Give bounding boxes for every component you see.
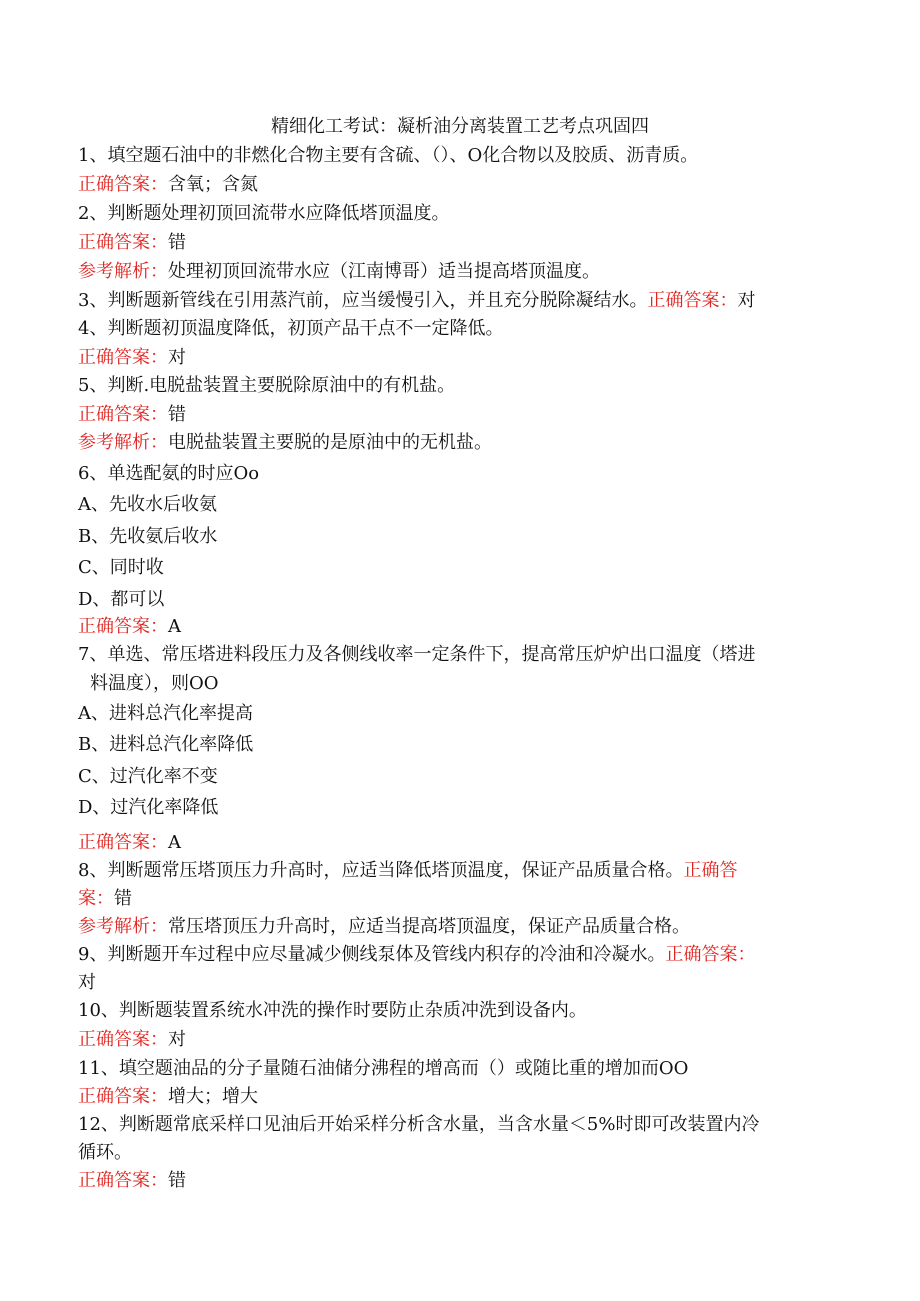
- answer-9: 对: [78, 972, 96, 993]
- question-11: 11、填空题油品的分子量随石油储分沸程的增高而（）或随比重的增加而OO: [78, 1058, 689, 1079]
- answer-5: 正确答案：错: [78, 404, 186, 425]
- explanation-8: 参考解析：常压塔顶压力升高时，应适当提高塔顶温度，保证产品质量合格。: [78, 916, 690, 937]
- answer-10: 正确答案：对: [78, 1029, 186, 1050]
- question-7: 7、单选、常压塔进料段压力及各侧线收率一定条件下，提高常压炉炉出口温度（塔进: [78, 644, 756, 665]
- question-12: 12、判断题常底采样口见油后开始采样分析含水量，当含水量＜5%时即可改装置内冷: [78, 1114, 760, 1135]
- answer-11: 正确答案：增大；增大: [78, 1086, 258, 1107]
- page-title: 精细化工考试：凝析油分离装置工艺考点巩固四: [271, 116, 649, 137]
- answer-7: 正确答案：A: [78, 832, 181, 853]
- answer-8: 案：错: [78, 888, 132, 909]
- explanation-2: 参考解析：处理初顶回流带水应（江南博哥）适当提高塔顶温度。: [78, 261, 600, 282]
- question-9: 9、判断题开车过程中应尽量减少侧线泵体及管线内积存的冷油和冷凝水。正确答案：: [78, 944, 756, 965]
- option-7a: A、进料总汽化率提高: [78, 703, 253, 724]
- answer-12: 正确答案：错: [78, 1170, 186, 1191]
- option-6b: B、先收氨后收水: [78, 526, 218, 547]
- question-3: 3、判断题新管线在引用蒸汽前，应当缓慢引入，并且充分脱除凝结水。正确答案：对: [78, 290, 756, 311]
- option-6c: C、同时收: [78, 557, 164, 578]
- question-12-continued: 循环。: [78, 1142, 132, 1163]
- question-7-continued: 料温度），则OO: [90, 673, 219, 694]
- answer-4: 正确答案：对: [78, 347, 186, 368]
- question-5: 5、判断.电脱盐装置主要脱除原油中的有机盐。: [78, 375, 456, 396]
- option-7d: D、过汽化率降低: [78, 797, 219, 818]
- question-1: 1、填空题石油中的非燃化合物主要有含硫、（）、O化合物以及胶质、沥青质。: [78, 145, 699, 166]
- option-6d: D、都可以: [78, 589, 165, 610]
- question-8: 8、判断题常压塔顶压力升高时，应适当降低塔顶温度，保证产品质量合格。正确答: [78, 860, 738, 881]
- question-2: 2、判断题处理初顶回流带水应降低塔顶温度。: [78, 203, 450, 224]
- question-6: 6、单选配氨的时应Oo: [78, 463, 260, 484]
- answer-6: 正确答案：A: [78, 616, 181, 637]
- question-10: 10、判断题装置系统水冲洗的操作时要防止杂质冲洗到设备内。: [78, 1000, 587, 1021]
- question-4: 4、判断题初顶温度降低，初顶产品干点不一定降低。: [78, 318, 504, 339]
- option-6a: A、先收水后收氨: [78, 494, 217, 515]
- explanation-5: 参考解析：电脱盐装置主要脱的是原油中的无机盐。: [78, 432, 492, 453]
- answer-1: 正确答案：含氧；含氮: [78, 174, 258, 195]
- option-7b: B、进料总汽化率降低: [78, 734, 254, 755]
- option-7c: C、过汽化率不变: [78, 766, 218, 787]
- answer-2: 正确答案：错: [78, 232, 186, 253]
